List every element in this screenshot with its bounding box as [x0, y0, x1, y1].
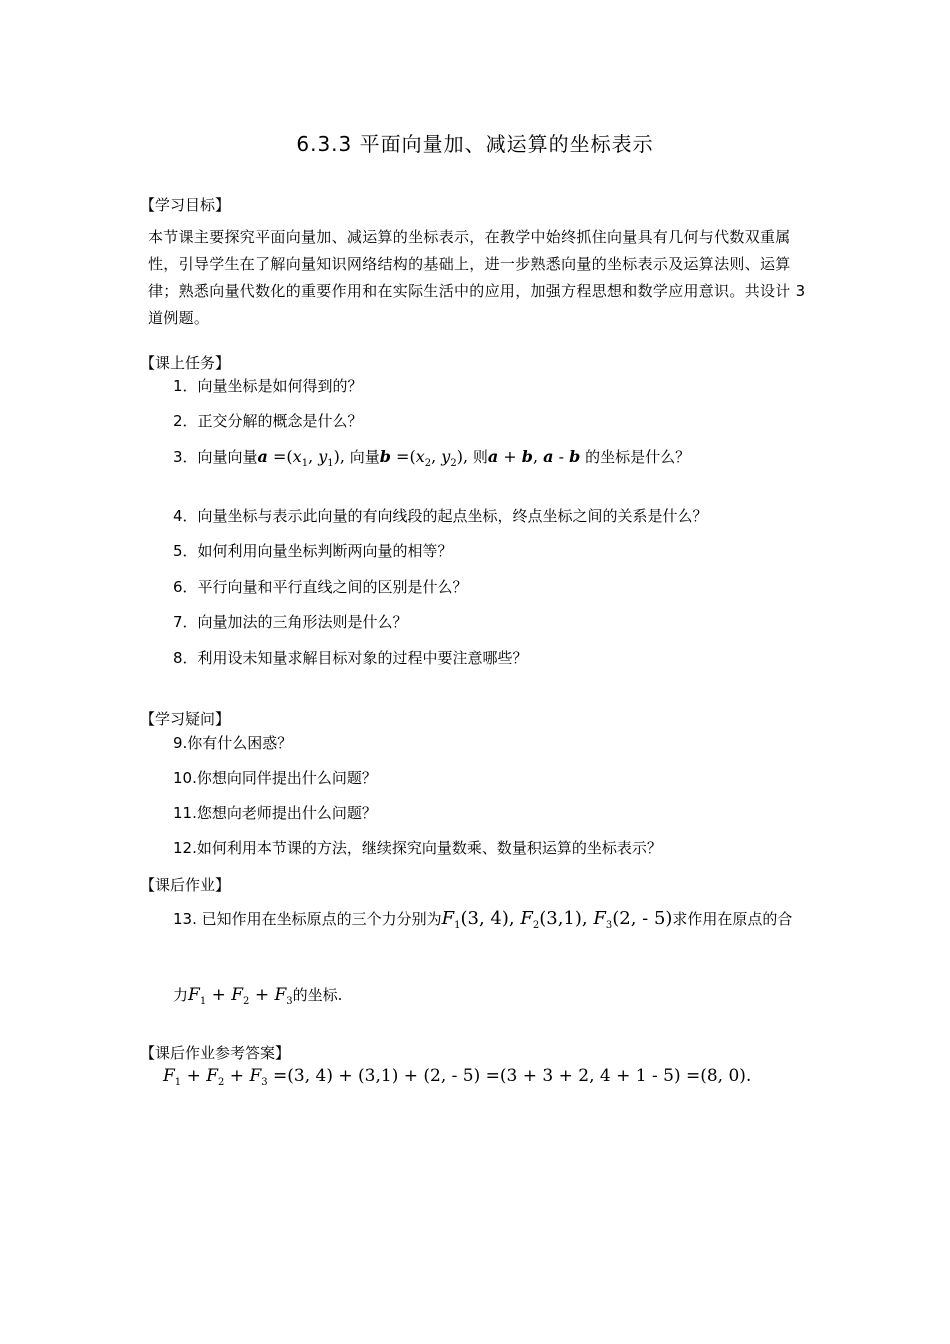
task-item-3	[173, 446, 690, 469]
resultant-formula: $F_1 + F_2 + F_3$	[188, 985, 293, 1007]
question-item-9: 9.你有什么困惑？	[173, 734, 293, 752]
task-item-6: 6．平行向量和平行直线之间的区别是什么？	[173, 578, 468, 596]
task-item-1: 1．向量坐标是如何得到的？	[173, 377, 363, 395]
task3-mid2: 则	[472, 448, 488, 466]
task-item-4: 4．向量坐标与表示此向量的有向线段的起点坐标，终点坐标之间的关系是什么？	[173, 507, 708, 525]
section-answer-heading: 【课后作业参考答案】	[140, 1044, 291, 1062]
task-item-2: 2．正交分解的概念是什么？	[173, 412, 363, 430]
task-item-5: 5．如何利用向量坐标判断两向量的相等？	[173, 542, 453, 560]
task3-suffix: 的坐标是什么？	[585, 448, 691, 466]
section-homework-heading: 【课后作业】	[140, 876, 231, 894]
section-objectives-heading: 【学习目标】	[140, 196, 231, 214]
question-item-12: 12.如何利用本节课的方法，继续探究向量数乘、数量积运算的坐标表示？	[173, 839, 662, 857]
section-questions-heading: 【学习疑问】	[140, 710, 231, 728]
question-item-10: 10.你想向同伴提出什么问题？	[173, 769, 377, 787]
homework-line1-prefix: 13. 已知作用在坐标原点的三个力分别为	[173, 910, 442, 928]
question-item-11: 11.您想向老师提出什么问题？	[173, 804, 377, 822]
task-item-8: 8．利用设未知量求解目标对象的过程中要注意哪些？	[173, 649, 528, 667]
answer-formula: $F_1 + F_2 + F_3 =(3$, 4) + (3,1) + (2, - 5) =(3 + 3 + 2, 4 + 1 - 5) =(8, 0).	[163, 1066, 752, 1088]
sum-diff-formula: a + b, a - b	[487, 447, 581, 466]
task3-prefix: 3．向量向量	[173, 448, 258, 466]
vector-a-formula: $a =(x_1$, $y_1$),	[257, 447, 345, 469]
homework-line2-prefix: 力	[173, 986, 189, 1004]
objectives-paragraph: 本节课主要探究平面向量加、减运算的坐标表示，在教学中始终抓住向量具有几何与代数双重属性，引导学生在了解向量知识网络结构的基础上，进一步熟悉向量的坐标表示及运算法则、运算律；熟悉向量代数化的重要作用和在实际生活中的应用，加强方程思想和数学应用意识。共设计 3 道例题。	[148, 228, 806, 327]
page-title: 6.3.3 平面向量加、减运算的坐标表示	[296, 132, 654, 156]
answer-formula-tail: =(3, 4) + (3,1) + (2, - 5) =(3 + 3 + 2, 4 + 1 - 5) =(8, 0).	[273, 1066, 752, 1086]
task-item-7: 7．向量加法的三角形法则是什么？	[173, 613, 408, 631]
homework-line2-suffix: 的坐标.	[292, 986, 343, 1004]
vector-b-formula: $b =(x_2$, $y_2$),	[379, 447, 469, 469]
section-tasks-heading: 【课上任务】	[140, 354, 231, 372]
homework-line-2	[173, 984, 342, 1007]
forces-formula: $F_1(3$, 4), $F_2(3,1)$, $F_3(2$, - 5)	[441, 908, 673, 931]
homework-line-1	[173, 908, 792, 931]
task3-mid1: 向量	[349, 448, 380, 466]
homework-line1-suffix: 求作用在原点的合	[672, 910, 793, 928]
